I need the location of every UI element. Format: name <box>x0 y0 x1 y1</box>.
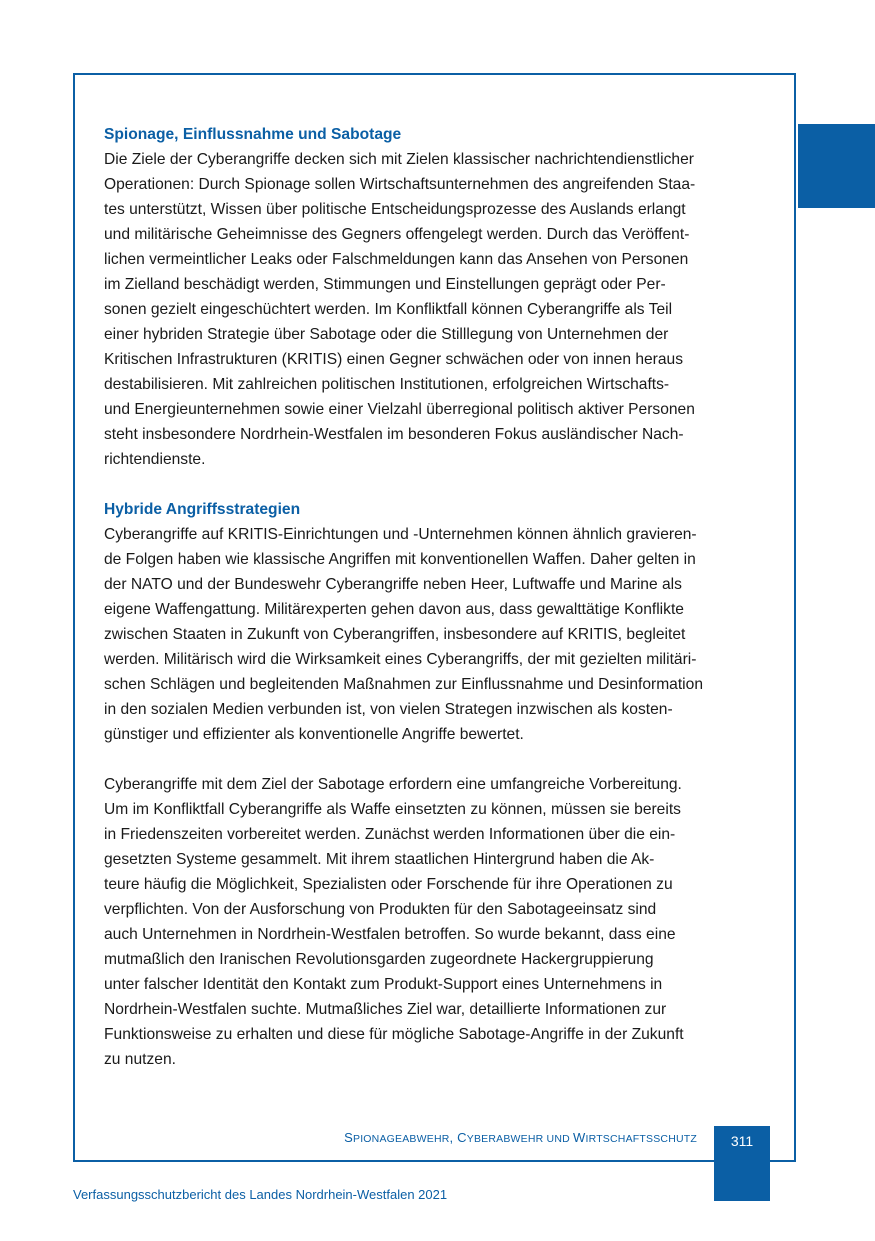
section-heading-hybride: Hybride Angriffsstrategien <box>104 501 301 518</box>
page-number: 311 <box>730 1133 754 1149</box>
paragraph: Die Ziele der Cyberangriffe decken sich mit Zielen klassischer nachrichtendienstlicher Operationen: Durch Spionage sollen Wirtschaftsunternehmen des angreifenden Staa- tes unterstützt, Wissen über politische Entscheidungsprozesse des Auslands erlangt und militärische Geheimnisse des Gegners offengelegt werden. Durch das Veröffent- lichen vermeintlicher Leaks oder Falschmeldungen kann das Ansehen von Personen im Zielland beschädigt werden, Stimmungen und Einstellungen geprägt oder Per- sonen gezielt eingeschüchtert werden. Im Konfliktfall können Cyberangriffe als Teil einer hybriden Strategie über Sabotage oder die Stilllegung von Unternehmen der Kritischen Infrastrukturen (KRITIS) einen Gegner schwächen oder von innen heraus destabilisieren. Mit zahlreichen politischen Institutionen, erfolgreichen Wirtschafts- und Energieunternehmen sowie einer Vielzahl überregional politisch aktiver Personen steht insbesondere Nordrhein-Westfalen im besonderen Fokus ausländischer Nach- richtendienste. <box>104 151 696 468</box>
chapter-title-part: PIONAGEABWEHR <box>352 1133 450 1145</box>
chapter-title-part: , C <box>449 1130 467 1145</box>
chapter-footer-title <box>344 1130 697 1145</box>
section-heading-spionage: Spionage, Einflussnahme und Sabotage <box>104 126 402 143</box>
paragraph: Cyberangriffe auf KRITIS-Einrichtungen und -Unternehmen können ähnlich gravieren- de Folgen haben wie klassische Angriffen mit konventionellen Waffen. Daher gelten in der NATO und der Bundeswehr Cyberangriffe neben Heer, Luftwaffe und Marine als eigene Waffengattung. Militärexperten gehen davon aus, dass gewalttätige Konflikte zwischen Staaten in Zukunft von Cyberangriffen, insbesondere auf KRITIS, begleitet werden. Militärisch wird die Wirksamkeit eines Cyberangriffs, der mit gezielten militäri- schen Schlägen und begleitenden Maßnahmen zur Einflussnahme und Desinformation in den sozialen Medien verbunden ist, von vielen Strategen inzwischen als kosten- günstiger und effizienter als konventionelle Angriffe bewertet. <box>104 526 703 743</box>
main-content <box>104 122 772 1072</box>
chapter-title-part: W <box>573 1130 586 1145</box>
page-number-box <box>714 1126 770 1201</box>
chapter-title-part: IRTSCHAFTSSCHUTZ <box>585 1133 697 1145</box>
report-title-footer: Verfassungsschutzbericht des Landes Nordrhein-Westfalen 2021 <box>73 1187 448 1202</box>
chapter-title-part: YBERABWEHR UND <box>466 1133 573 1145</box>
paragraph: Cyberangriffe mit dem Ziel der Sabotage erfordern eine umfangreiche Vorbereitung. Um im Konfliktfall Cyberangriffe als Waffe einsetzten zu können, müssen sie bereits in Friedenszeiten vorbereitet werden. Zunächst werden Informationen über die ein- gesetzten Systeme gesammelt. Mit ihrem staatlichen Hintergrund haben die Ak- teure häufig die Möglichkeit, Spezialisten oder Forschende für ihre Operationen zu verpflichten. Von der Ausforschung von Produkten für den Sabotageeinsatz sind auch Unternehmen in Nordrhein-Westfalen betroffen. So wurde bekannt, dass eine mutmaßlich den Iranischen Revolutionsgarden zugeordnete Hackergruppierung unter falscher Identität den Kontakt zum Produkt-Support eines Unternehmens in Nordrhein-Westfalen suchte. Mutmaßliches Ziel war, detaillierte Informationen zur Funktionsweise zu erhalten und diese für mögliche Sabotage-Angriffe in der Zukunft zu nutzen. <box>104 776 684 1068</box>
chapter-side-tab <box>798 124 875 208</box>
chapter-title-part: S <box>344 1130 353 1145</box>
